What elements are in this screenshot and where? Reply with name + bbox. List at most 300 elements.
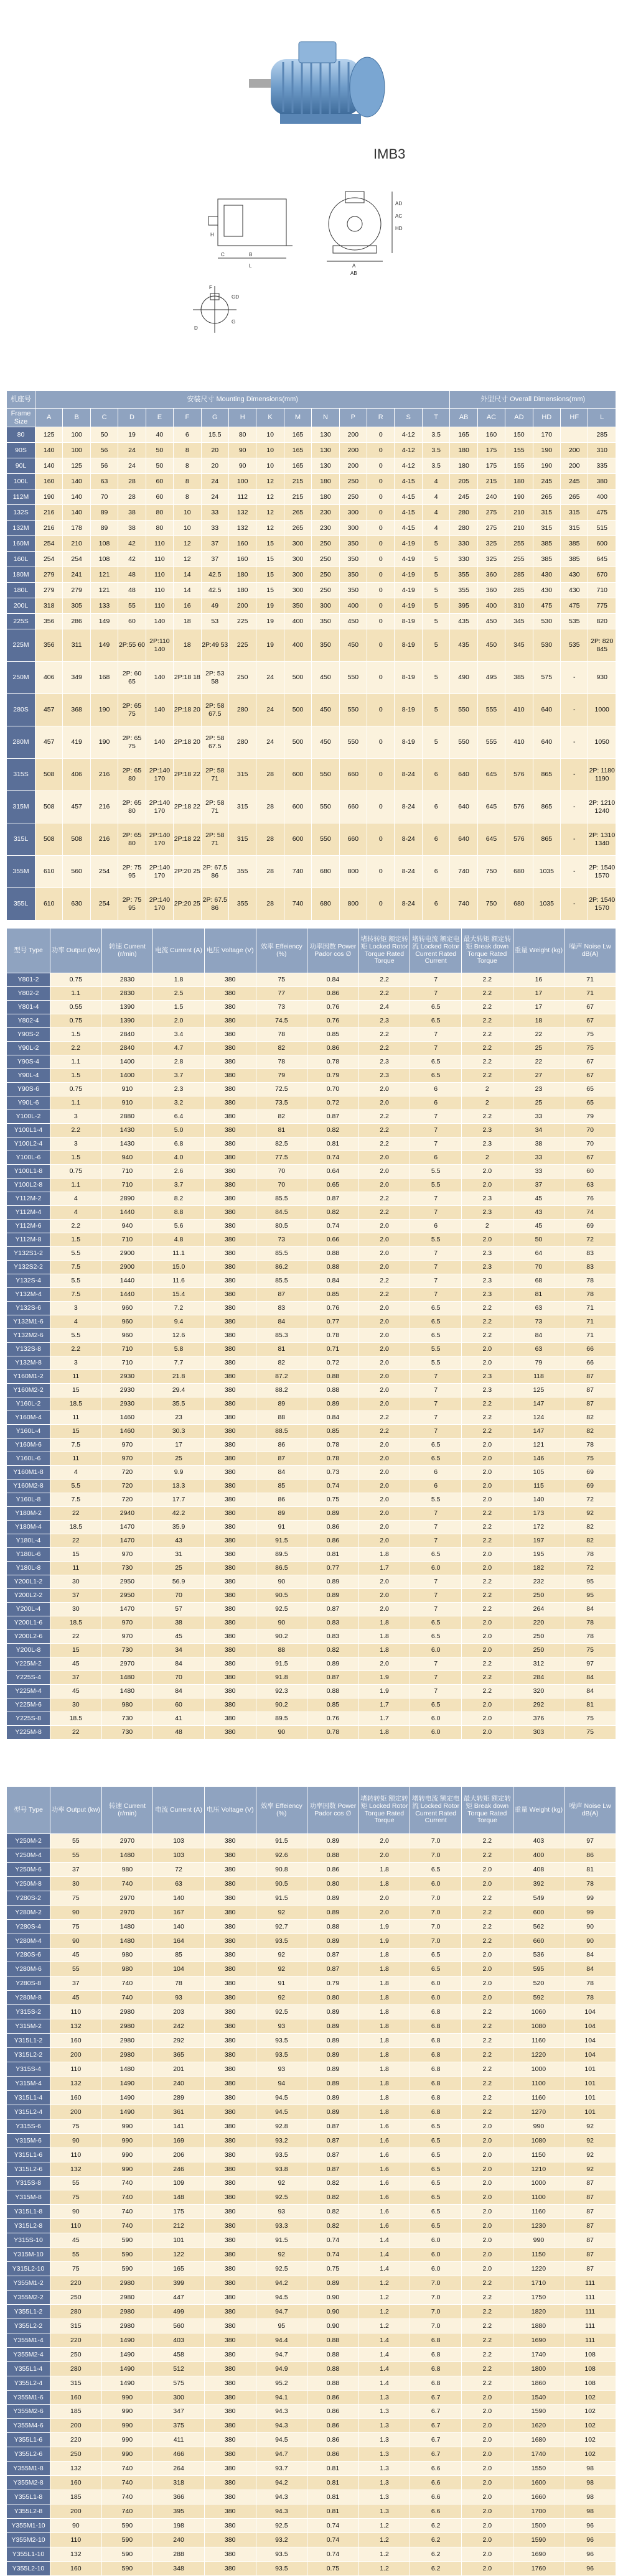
- performance-cell: 6.5: [410, 1698, 462, 1712]
- table-row: [7, 2547, 616, 2561]
- performance-cell: 7.5: [50, 1493, 102, 1507]
- dimension-cell: 12: [256, 505, 284, 521]
- motor-type-cell: Y225M-6: [7, 1698, 50, 1712]
- table-row: [7, 1891, 616, 1905]
- performance-cell: 82.5: [256, 1137, 307, 1151]
- performance-cell: 0.82: [307, 1124, 359, 1137]
- dimension-cell: 254: [35, 536, 63, 552]
- dimension-cell: 2P: 1540 1570: [588, 888, 616, 920]
- dimension-cell: 255: [505, 552, 533, 567]
- performance-cell: 380: [204, 2404, 256, 2419]
- performance-cell: 2.0: [358, 1657, 410, 1671]
- dimension-cell: 865: [533, 791, 560, 823]
- dimension-cell: 108: [90, 552, 118, 567]
- performance-cell: 7.2: [153, 1302, 205, 1315]
- motor-type-cell: Y315L2-2: [7, 2048, 50, 2062]
- performance-cell: 80.5: [256, 1220, 307, 1233]
- dimension-cell: 4: [422, 505, 449, 521]
- performance-cell: 0.74: [307, 1480, 359, 1493]
- performance-cell: 2.0: [462, 1343, 513, 1356]
- performance-cell: 1660: [513, 2490, 564, 2504]
- performance-cell: 380: [204, 1548, 256, 1562]
- performance-cell: 38: [153, 1616, 205, 1630]
- performance-cell: 4: [50, 1466, 102, 1480]
- performance-cell: 380: [204, 1630, 256, 1644]
- table-row: [7, 2519, 616, 2533]
- performance-cell: 288: [153, 2547, 205, 2561]
- performance-column-header: 最大转矩 额定转矩 Break down Torque Rated Torque: [462, 929, 513, 973]
- performance-cell: 98: [564, 2490, 616, 2504]
- performance-cell: 2.2: [358, 1042, 410, 1055]
- dimension-cell: 4-19: [395, 598, 422, 614]
- dimension-cell: 400: [284, 629, 311, 662]
- performance-column-header: 功率因数 Power Pador cos ∅: [307, 929, 359, 973]
- frame-size-cell: 355M: [7, 856, 35, 888]
- performance-cell: 55: [50, 1834, 102, 1848]
- frame-size-cell: 80: [7, 427, 35, 443]
- dimension-cell: 12: [256, 474, 284, 489]
- dimension-drawing-icon: [205, 180, 417, 280]
- dimension-cell: 2P: 65 75: [118, 694, 146, 726]
- performance-cell: 549: [513, 1891, 564, 1905]
- performance-cell: 75: [256, 973, 307, 987]
- performance-column-header: 最大转矩 额定转矩 Break down Torque Rated Torque: [462, 1787, 513, 1834]
- performance-cell: 140: [513, 1493, 564, 1507]
- performance-cell: 380: [204, 973, 256, 987]
- performance-cell: 1.4: [358, 2347, 410, 2361]
- performance-cell: 73: [256, 1233, 307, 1247]
- performance-cell: 110: [50, 2005, 102, 2019]
- dimension-cell: 215: [284, 489, 311, 505]
- performance-cell: 72: [564, 1233, 616, 1247]
- dimension-column-header: HD: [533, 409, 560, 427]
- performance-cell: 380: [204, 1042, 256, 1055]
- table-row: [7, 1685, 616, 1698]
- performance-cell: 11: [50, 1562, 102, 1575]
- performance-cell: 380: [204, 1919, 256, 1934]
- performance-cell: 0.85: [307, 1425, 359, 1439]
- performance-cell: 85: [153, 1948, 205, 1962]
- performance-cell: 710: [101, 1356, 153, 1370]
- performance-cell: 5.5: [50, 1274, 102, 1288]
- performance-cell: 6.0: [410, 2262, 462, 2276]
- table-row: [7, 474, 616, 489]
- performance-cell: 2.2: [462, 987, 513, 1001]
- performance-cell: 98: [564, 2462, 616, 2476]
- performance-cell: 1.8: [358, 1548, 410, 1562]
- frame-header-en: Frame Size: [7, 409, 35, 427]
- dimension-cell: 740: [450, 856, 477, 888]
- performance-cell: 7.0: [410, 1905, 462, 1919]
- performance-cell: 6.5: [410, 1315, 462, 1329]
- performance-cell: 90.5: [256, 1589, 307, 1603]
- performance-cell: 2.0: [358, 1534, 410, 1548]
- dimension-cell: 0: [367, 694, 395, 726]
- dimension-cell: 28: [256, 856, 284, 888]
- dimension-cell: 132: [228, 505, 256, 521]
- performance-cell: 466: [153, 2447, 205, 2462]
- performance-cell: 7.0: [410, 2291, 462, 2305]
- performance-cell: 590: [101, 2262, 153, 2276]
- performance-cell: 4.0: [153, 1151, 205, 1165]
- performance-cell: 79: [564, 1110, 616, 1124]
- performance-cell: 320: [513, 1685, 564, 1698]
- performance-cell: 380: [204, 2419, 256, 2433]
- motor-type-cell: Y355L1-6: [7, 2433, 50, 2447]
- dimension-cell: 4: [422, 521, 449, 536]
- performance-cell: 84: [153, 1657, 205, 1671]
- performance-cell: 380: [204, 1001, 256, 1014]
- performance-cell: 6.7: [410, 2447, 462, 2462]
- performance-cell: 380: [204, 2062, 256, 2077]
- performance-cell: 25: [513, 1096, 564, 1110]
- performance-cell: 70: [153, 1589, 205, 1603]
- performance-cell: 0.86: [307, 2390, 359, 2404]
- performance-cell: 0.75: [50, 1165, 102, 1179]
- performance-cell: 312: [513, 1657, 564, 1671]
- performance-cell: 1.3: [358, 2433, 410, 2447]
- dimension-cell: 8-19: [395, 694, 422, 726]
- dimension-cell: 640: [533, 694, 560, 726]
- performance-cell: 132: [50, 2462, 102, 2476]
- performance-cell: 7: [410, 1603, 462, 1616]
- performance-cell: 376: [513, 1712, 564, 1726]
- performance-cell: 206: [153, 2147, 205, 2162]
- performance-cell: 2.0: [462, 2532, 513, 2547]
- motor-type-cell: Y355L2-4: [7, 2376, 50, 2390]
- performance-cell: 78: [564, 1976, 616, 1991]
- performance-cell: 93.5: [256, 2147, 307, 2162]
- performance-cell: 592: [513, 1991, 564, 2005]
- dimension-cell: 550: [312, 759, 339, 791]
- performance-cell: 56.9: [153, 1575, 205, 1589]
- performance-cell: 146: [513, 1452, 564, 1466]
- dimension-cell: 0: [367, 726, 395, 759]
- performance-cell: 0.87: [307, 1948, 359, 1962]
- performance-cell: 0.87: [307, 2119, 359, 2133]
- performance-cell: 1080: [513, 2019, 564, 2034]
- dimension-cell: 275: [477, 505, 505, 521]
- performance-table-1: [6, 928, 616, 1740]
- performance-cell: 6.5: [410, 2219, 462, 2233]
- performance-cell: 730: [101, 1712, 153, 1726]
- performance-cell: 7: [410, 1137, 462, 1151]
- table-row: [7, 1976, 616, 1991]
- performance-cell: 2900: [101, 1247, 153, 1261]
- performance-cell: 2.2: [462, 1028, 513, 1042]
- performance-cell: 85: [256, 1480, 307, 1493]
- dimension-cell: 8-19: [395, 629, 422, 662]
- dimension-cell: 60: [146, 489, 173, 505]
- performance-cell: 2: [462, 1220, 513, 1233]
- performance-cell: 2.0: [462, 2176, 513, 2190]
- performance-cell: 63: [564, 1179, 616, 1192]
- motor-type-cell: Y315S-10: [7, 2233, 50, 2248]
- dimension-cell: 8-19: [395, 614, 422, 629]
- performance-cell: 60: [564, 1165, 616, 1179]
- performance-cell: 11: [50, 1370, 102, 1384]
- dimension-cell: 300: [284, 536, 311, 552]
- dimension-column-header: E: [146, 409, 173, 427]
- performance-cell: 78: [256, 1028, 307, 1042]
- dimension-cell: 2P: 60 65: [118, 662, 146, 694]
- dimension-cell: 640: [450, 823, 477, 856]
- performance-cell: 2830: [101, 987, 153, 1001]
- performance-cell: 380: [204, 1165, 256, 1179]
- performance-cell: 2.2: [462, 1014, 513, 1028]
- performance-cell: 1500: [513, 2519, 564, 2533]
- performance-cell: 1.1: [50, 987, 102, 1001]
- dimension-cell: 28: [256, 888, 284, 920]
- dimension-cell: 215: [477, 474, 505, 489]
- frame-size-cell: 160M: [7, 536, 35, 552]
- performance-cell: 22: [50, 1534, 102, 1548]
- performance-cell: 380: [204, 1589, 256, 1603]
- performance-cell: 45: [513, 1192, 564, 1206]
- dimension-cell: 180: [312, 474, 339, 489]
- performance-cell: 0.88: [307, 2376, 359, 2390]
- performance-cell: 0.76: [307, 1001, 359, 1014]
- performance-cell: 3.2: [153, 1096, 205, 1110]
- performance-column-header: 转速 Current (r/min): [101, 1787, 153, 1834]
- performance-cell: 105: [513, 1466, 564, 1480]
- performance-cell: 2.2: [358, 1028, 410, 1042]
- performance-cell: 29.4: [153, 1384, 205, 1397]
- performance-cell: 2.2: [358, 1425, 410, 1439]
- dimension-cell: 385: [533, 536, 560, 552]
- motor-type-cell: Y315L2-6: [7, 2162, 50, 2176]
- dimension-cell: 130: [312, 427, 339, 443]
- performance-cell: 63: [153, 1876, 205, 1891]
- performance-cell: 94.5: [256, 2291, 307, 2305]
- dimension-cell: 680: [312, 856, 339, 888]
- performance-cell: 0.75: [307, 2561, 359, 2575]
- performance-cell: 92: [564, 2147, 616, 2162]
- performance-cell: 75: [50, 2262, 102, 2276]
- performance-cell: 69: [564, 1466, 616, 1480]
- performance-cell: 380: [204, 2190, 256, 2205]
- dimension-cell: 245: [533, 474, 560, 489]
- dimension-cell: 325: [477, 536, 505, 552]
- dimension-cell: 550: [339, 694, 367, 726]
- performance-cell: 2.0: [462, 2248, 513, 2262]
- performance-cell: 1460: [101, 1425, 153, 1439]
- dimension-cell: 55: [118, 598, 146, 614]
- dimension-cell: 150: [505, 427, 533, 443]
- dimension-column-header: N: [312, 409, 339, 427]
- performance-cell: 84.5: [256, 1206, 307, 1220]
- dimension-cell: 4-12: [395, 458, 422, 474]
- performance-cell: 3.4: [153, 1028, 205, 1042]
- dimension-cell: 515: [588, 521, 616, 536]
- dimension-cell: 560: [63, 856, 90, 888]
- dimension-cell: 110: [146, 567, 173, 583]
- performance-cell: 82: [256, 1042, 307, 1055]
- dimension-cell: 349: [63, 662, 90, 694]
- performance-cell: 15: [50, 1548, 102, 1562]
- performance-cell: 81: [564, 1698, 616, 1712]
- performance-cell: 1.4: [358, 2233, 410, 2248]
- performance-cell: 380: [204, 2476, 256, 2490]
- performance-cell: 1.3: [358, 2476, 410, 2490]
- performance-cell: 1390: [101, 1001, 153, 1014]
- performance-cell: 91.5: [256, 1534, 307, 1548]
- dimension-column-headers: [7, 409, 616, 427]
- performance-cell: 292: [513, 1698, 564, 1712]
- table-row: [7, 1124, 616, 1137]
- performance-cell: 408: [513, 1862, 564, 1876]
- performance-cell: 0.89: [307, 1575, 359, 1589]
- performance-cell: 3.7: [153, 1069, 205, 1083]
- dimension-cell: 335: [588, 458, 616, 474]
- motor-type-cell: Y355L2-6: [7, 2447, 50, 2462]
- performance-cell: 8.2: [153, 1192, 205, 1206]
- performance-cell: 77: [256, 987, 307, 1001]
- performance-cell: 740: [101, 2490, 153, 2504]
- performance-cell: 94: [256, 2076, 307, 2090]
- dimension-cell: 740: [450, 888, 477, 920]
- performance-cell: 380: [204, 1848, 256, 1862]
- performance-headers-1: [7, 929, 616, 973]
- performance-cell: 2.0: [462, 1562, 513, 1575]
- dimension-cell: 10: [256, 458, 284, 474]
- performance-cell: 90.8: [256, 1862, 307, 1876]
- dimension-cell: 355: [228, 856, 256, 888]
- performance-cell: 2.0: [462, 1179, 513, 1192]
- performance-cell: 1470: [101, 1521, 153, 1534]
- performance-cell: 280: [50, 2304, 102, 2319]
- dimension-column-header: D: [118, 409, 146, 427]
- performance-cell: 165: [153, 2262, 205, 2276]
- performance-cell: 380: [204, 1575, 256, 1589]
- performance-cell: 6.6: [410, 2504, 462, 2519]
- performance-cell: 0.82: [307, 1206, 359, 1220]
- performance-cell: 1480: [101, 1685, 153, 1698]
- performance-cell: 380: [204, 2105, 256, 2119]
- dimension-cell: 450: [312, 726, 339, 759]
- dimension-cell: 710: [588, 583, 616, 598]
- motor-type-cell: Y112M-8: [7, 1233, 50, 1247]
- performance-cell: 75: [50, 2190, 102, 2205]
- table-row: [7, 1288, 616, 1302]
- dimension-cell: 190: [35, 489, 63, 505]
- performance-cell: 380: [204, 1028, 256, 1042]
- performance-cell: 4: [50, 1192, 102, 1206]
- performance-cell: 380: [204, 1397, 256, 1411]
- motor-type-cell: Y90L-2: [7, 1042, 50, 1055]
- dimension-cell: 395: [450, 598, 477, 614]
- motor-type-cell: Y315S-4: [7, 2062, 50, 2077]
- performance-cell: 2.0: [358, 1397, 410, 1411]
- motor-type-cell: Y355L2-2: [7, 2319, 50, 2333]
- table-row: [7, 1028, 616, 1042]
- dimension-cell: 0: [367, 629, 395, 662]
- table-row: [7, 489, 616, 505]
- dimension-cell: 300: [312, 598, 339, 614]
- performance-cell: 6.5: [410, 2119, 462, 2133]
- performance-cell: 990: [101, 2147, 153, 2162]
- motor-type-cell: Y90L-4: [7, 1069, 50, 1083]
- performance-cell: 2930: [101, 1370, 153, 1384]
- performance-cell: 85.5: [256, 1192, 307, 1206]
- performance-cell: 2.2: [358, 987, 410, 1001]
- performance-cell: 1.2: [358, 2319, 410, 2333]
- performance-cell: 2.3: [462, 1288, 513, 1302]
- dimension-cell: 20: [201, 443, 228, 458]
- performance-cell: 2.2: [462, 2090, 513, 2105]
- performance-cell: 7.0: [410, 2276, 462, 2291]
- performance-cell: 87: [564, 1397, 616, 1411]
- dimension-cell: 2P: 1540 1570: [588, 856, 616, 888]
- performance-cell: 1480: [101, 1919, 153, 1934]
- dimension-cell: 530: [533, 629, 560, 662]
- performance-cell: 380: [204, 1905, 256, 1919]
- performance-cell: 1.5: [50, 1151, 102, 1165]
- dimension-cell: 2P:20 25: [174, 856, 201, 888]
- performance-cell: 2.0: [462, 1493, 513, 1507]
- dimension-cell: 215: [284, 474, 311, 489]
- performance-cell: 1150: [513, 2147, 564, 2162]
- performance-cell: 0.89: [307, 1891, 359, 1905]
- performance-cell: 4: [50, 1206, 102, 1220]
- performance-cell: 380: [204, 2090, 256, 2105]
- performance-cell: 147: [513, 1397, 564, 1411]
- performance-cell: 0.82: [307, 2219, 359, 2233]
- performance-cell: 380: [204, 1274, 256, 1288]
- performance-cell: 1.8: [358, 1876, 410, 1891]
- dimension-cell: 8: [174, 443, 201, 458]
- performance-cell: 102: [564, 2404, 616, 2419]
- performance-cell: 2.2: [462, 2034, 513, 2048]
- motor-type-cell: Y355L1-2: [7, 2304, 50, 2319]
- table-row: [7, 2205, 616, 2219]
- performance-cell: 710: [101, 1179, 153, 1192]
- performance-cell: 2.2: [462, 1315, 513, 1329]
- table-row: [7, 1233, 616, 1247]
- dimension-cell: 250: [312, 552, 339, 567]
- performance-cell: 66: [564, 1356, 616, 1370]
- performance-cell: 740: [101, 2219, 153, 2233]
- model-title: IMB3: [373, 146, 406, 162]
- performance-cell: 403: [153, 2333, 205, 2347]
- performance-cell: 590: [101, 2248, 153, 2262]
- dimension-cell: 15: [256, 552, 284, 567]
- frame-size-cell: 225M: [7, 629, 35, 662]
- dimension-cell: 400: [588, 489, 616, 505]
- performance-cell: 0.89: [307, 2062, 359, 2077]
- dimension-cell: 42.5: [201, 567, 228, 583]
- performance-cell: 2890: [101, 1192, 153, 1206]
- motor-type-cell: Y355M2-6: [7, 2404, 50, 2419]
- dimension-cell: 355: [450, 583, 477, 598]
- dimension-cell: 37: [201, 552, 228, 567]
- svg-text:A: A: [352, 263, 356, 269]
- table-row: [7, 552, 616, 567]
- performance-cell: 108: [564, 2361, 616, 2376]
- performance-cell: 201: [153, 2062, 205, 2077]
- dimension-cell: 254: [90, 856, 118, 888]
- performance-cell: 90: [256, 1616, 307, 1630]
- performance-cell: 1700: [513, 2504, 564, 2519]
- performance-cell: 0.89: [307, 1507, 359, 1521]
- table-row: [7, 2262, 616, 2276]
- dimension-column-header: B: [63, 409, 90, 427]
- performance-cell: 93.5: [256, 2561, 307, 2575]
- performance-cell: 380: [204, 2076, 256, 2090]
- performance-cell: 0.78: [307, 1452, 359, 1466]
- performance-cell: 27: [513, 1069, 564, 1083]
- table-row: [7, 1991, 616, 2005]
